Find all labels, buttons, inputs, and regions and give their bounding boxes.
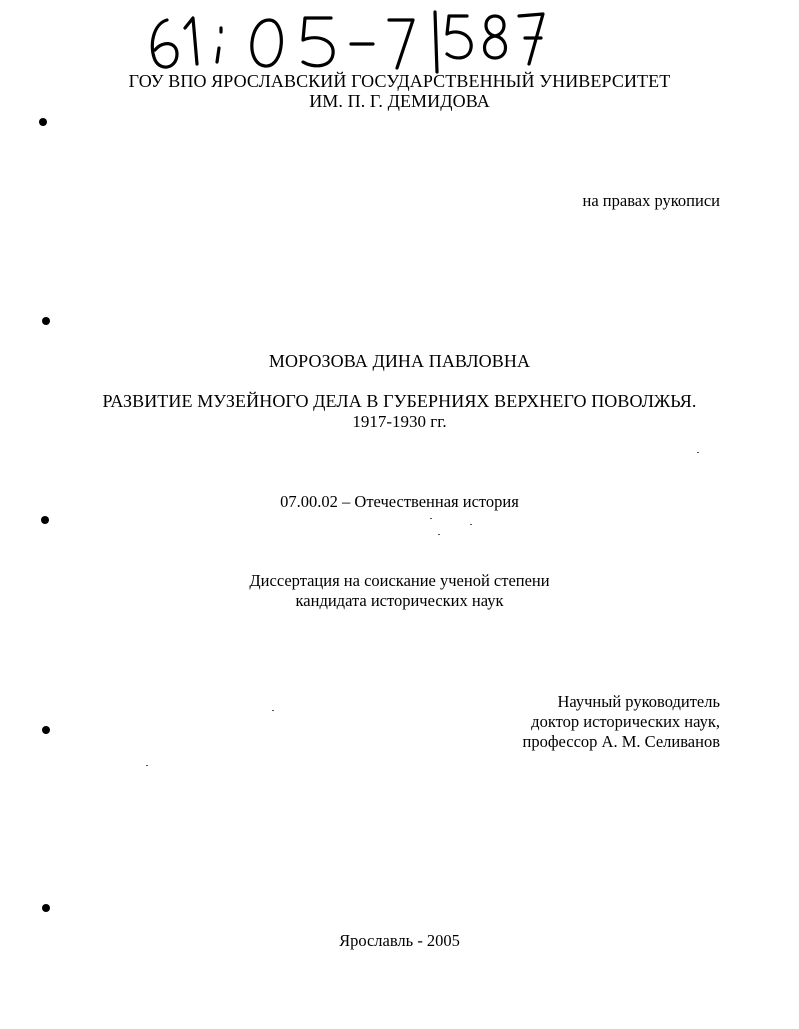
scan-speck — [470, 524, 472, 525]
author-name: МОРОЗОВА ДИНА ПАВЛОВНА — [268, 351, 531, 371]
degree-line2: кандидата исторических наук — [295, 591, 504, 610]
institution-line1: ГОУ ВПО ЯРОСЛАВСКИЙ ГОСУДАРСТВЕННЫЙ УНИВЕРСИТЕТ — [128, 71, 671, 91]
supervisor-line3: профессор А. М. Селиванов — [522, 732, 720, 751]
degree-line1: Диссертация на соискание ученой степени — [249, 571, 550, 590]
institution-line2: ИМ. П. Г. ДЕМИДОВА — [309, 91, 490, 111]
manuscript-note: на правах рукописи — [582, 191, 720, 210]
supervisor-line1: Научный руководитель — [557, 692, 720, 711]
scan-speck — [146, 765, 148, 766]
dissertation-title-line1: РАЗВИТИЕ МУЗЕЙНОГО ДЕЛА В ГУБЕРНИЯХ ВЕРХНЕГО ПОВОЛЖЬЯ. — [102, 391, 697, 411]
city-year: Ярославль - 2005 — [339, 931, 460, 950]
binding-hole-mark — [42, 317, 50, 325]
binding-hole-mark — [42, 726, 50, 734]
scan-speck — [697, 452, 699, 453]
handwritten-archive-number — [145, 6, 565, 76]
binding-hole-mark — [39, 118, 47, 126]
binding-hole-mark — [42, 904, 50, 912]
scan-speck — [272, 710, 274, 711]
dissertation-title-line2: 1917-1930 гг. — [352, 412, 447, 431]
binding-hole-mark — [41, 516, 49, 524]
specialty-code: 07.00.02 – Отечественная история — [280, 492, 519, 511]
scan-speck — [430, 518, 432, 519]
supervisor-line2: доктор исторических наук, — [531, 712, 720, 731]
scan-speck — [438, 534, 440, 535]
